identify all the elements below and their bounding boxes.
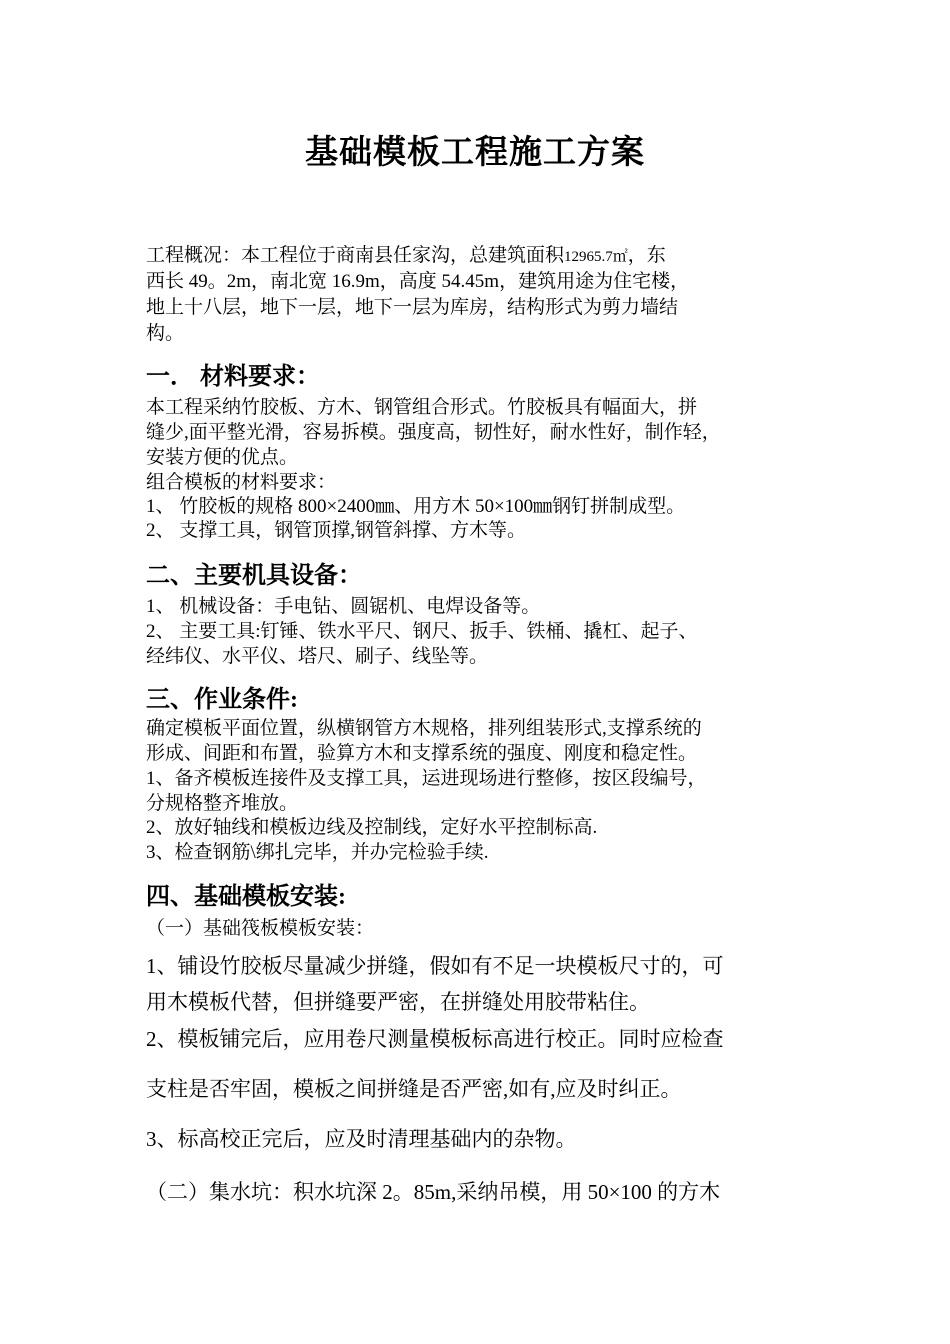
section-1-heading: 一． 材料要求：: [146, 364, 320, 390]
section-4-sub-1: （一）基础筏板模板安装：: [146, 918, 375, 939]
document-title: 基础模板工程施工方案: [305, 135, 645, 171]
section-3-line-4: 分规格整齐堆放。: [146, 793, 299, 814]
section-3-line-1: 确定模板平面位置，纵横钢管方木规格，排列组装形式,支撑系统的: [146, 718, 702, 739]
overview-line-1: [146, 243, 666, 270]
section-1-line-3: 安装方便的优点。: [146, 447, 299, 468]
section-1-line-1: 本工程采纳竹胶板、方木、钢管组合形式。竹胶板具有幅面大，拼: [146, 397, 698, 418]
section-3-line-3: 1、备齐模板连接件及支撑工具，运进现场进行整修，按区段编号，: [146, 768, 707, 789]
section-4-line-1: 1、铺设竹胶板尽量减少拼缝，假如有不足一块模板尺寸的，可: [146, 954, 724, 978]
section-3-line-5: 2、放好轴线和模板边线及控制线，定好水平控制标高.: [146, 817, 598, 838]
section-1-line-2: 缝少,面平整光滑，容易拆模。强度高，韧性好，耐水性好，制作轻，: [146, 422, 721, 443]
section-3-heading: 三、作业条件:: [146, 687, 298, 713]
section-1-line-4: 组合模板的材料要求：: [146, 472, 337, 493]
overview-line-2: 西长 49。2m，南北宽 16.9m，高度 54.45m，建筑用途为住宅楼，: [146, 271, 690, 292]
section-2-heading: 二、主要机具设备：: [146, 563, 362, 589]
section-4-line-6: （二）集水坑：积水坑深 2。85m,采纳吊模，用 50×100 的方木: [146, 1180, 721, 1204]
section-3-line-6: 3、检查钢筋\绑扎完毕，并办完检验手续.: [146, 842, 489, 863]
section-3-line-2: 形成、间距和布置，验算方木和支撑系统的强度、刚度和稳定性。: [146, 743, 698, 764]
section-4-line-2: 用木模板代替，但拼缝要严密，在拼缝处用胶带粘住。: [146, 990, 650, 1014]
section-2-line-2: 2、 主要工具:钉锤、铁水平尺、钢尺、扳手、铁桶、撬杠、起子、: [146, 621, 698, 642]
overview-area: 12965.7㎡: [564, 249, 628, 265]
overview-text-a: 工程概况：本工程位于商南县任家沟，总建筑面积: [146, 245, 565, 266]
overview-line-4: 构。: [146, 323, 185, 344]
section-1-line-6: 2、 支撑工具，钢管顶撑,钢管斜撑、方木等。: [146, 520, 527, 541]
overview-line-3: 地上十八层，地下一层，地下一层为库房，结构形式为剪力墙结: [146, 297, 679, 318]
section-2-line-3: 经纬仪、水平仪、塔尺、刷子、线坠等。: [146, 646, 489, 667]
section-4-line-4: 支柱是否牢固，模板之间拼缝是否严密,如有,应及时纠正。: [146, 1077, 682, 1101]
section-4-line-5: 3、标高校正完后，应及时清理基础内的杂物。: [146, 1127, 577, 1151]
section-1-line-5: 1、 竹胶板的规格 800×2400㎜、用方木 50×100㎜钢钉拼制成型。: [146, 496, 686, 517]
overview-text-b: ，东: [627, 245, 666, 266]
section-2-line-1: 1、 机械设备：手电钻、圆锯机、电焊设备等。: [146, 596, 541, 617]
section-4-line-3: 2、模板铺完后，应用卷尺测量模板标高进行校正。同时应检查: [146, 1027, 724, 1051]
section-4-heading: 四、基础模板安装:: [146, 884, 346, 910]
